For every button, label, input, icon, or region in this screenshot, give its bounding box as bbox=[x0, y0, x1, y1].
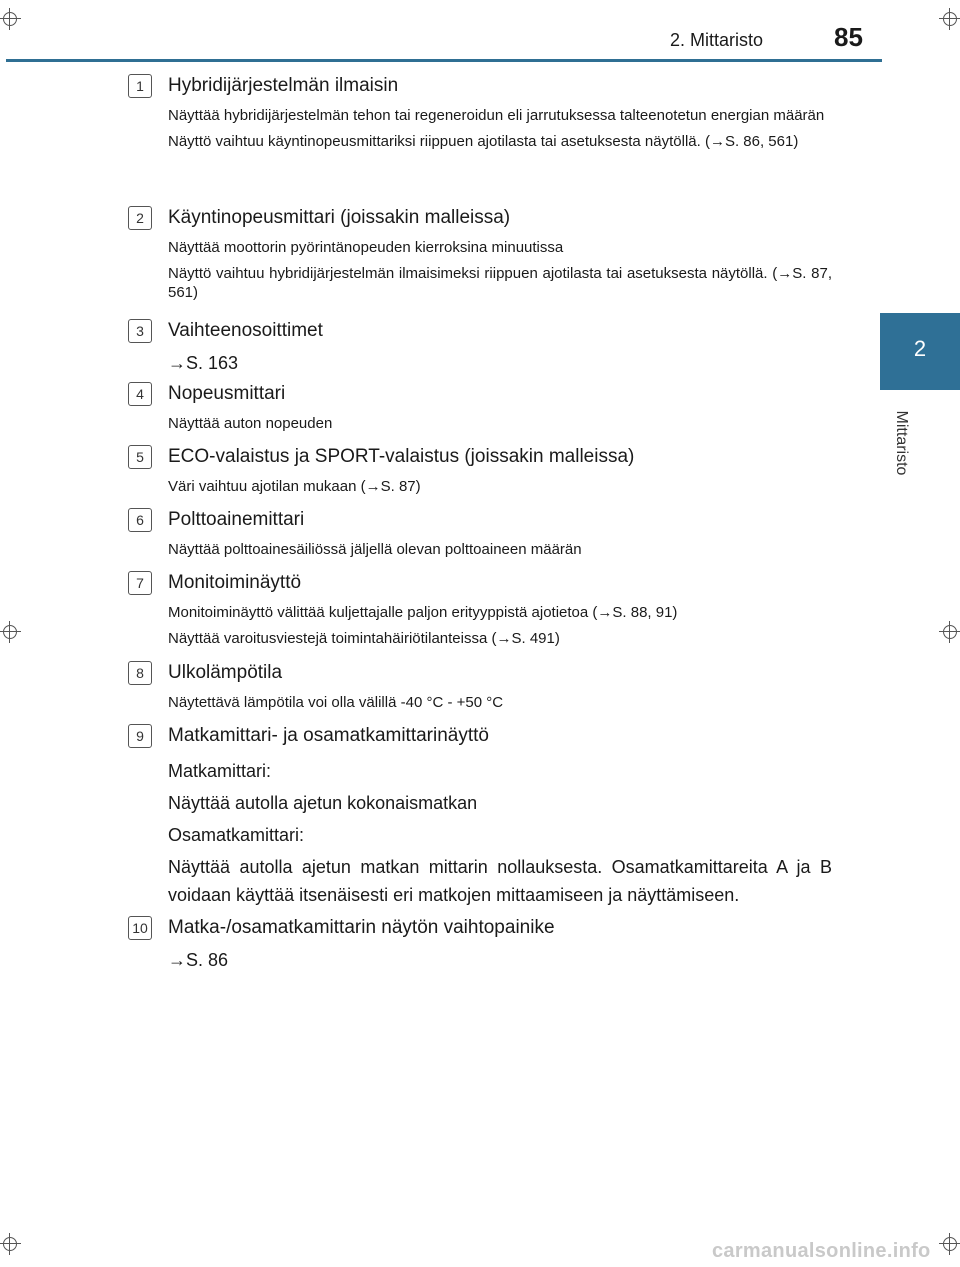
item-text: Näyttö vaihtuu hybridijärjestelmän ilmaisimeksi riippuen ajotilasta tai asetuksesta näytöllä. (→S. 87, 561) bbox=[168, 265, 832, 301]
list-item bbox=[128, 570, 832, 648]
list-item bbox=[128, 205, 832, 302]
header-rule bbox=[6, 59, 882, 62]
item-number-badge: 6 bbox=[128, 508, 152, 532]
chapter-label bbox=[884, 398, 914, 488]
item-text: Näyttää auton nopeuden bbox=[168, 415, 333, 432]
crop-mark-mid-left-icon bbox=[0, 621, 21, 643]
item-title: Matkamittari- ja osamatkamittarinäyttö bbox=[168, 725, 489, 746]
chapter-number: 2 bbox=[913, 336, 927, 361]
item-text: Osamatkamittari: bbox=[168, 825, 305, 845]
item-number-badge: 1 bbox=[128, 74, 152, 98]
item-text: →S. 86 bbox=[168, 950, 229, 970]
list-item bbox=[128, 915, 832, 972]
list-item bbox=[128, 444, 832, 496]
list-item bbox=[128, 507, 832, 559]
item-title: Hybridijärjestelmän ilmaisin bbox=[168, 75, 399, 96]
page-number: 85 bbox=[834, 22, 863, 52]
item-text: Näyttää moottorin pyörintänopeuden kierroksina minuutissa bbox=[168, 239, 564, 256]
item-title: Matka-/osamatkamittarin näytön vaihtopainike bbox=[168, 917, 555, 938]
item-text: Näyttää hybridijärjestelmän tehon tai regeneroidun eli jarrutuksessa talteenotetun energian määrän bbox=[168, 107, 825, 124]
item-title: ECO-valaistus ja SPORT-valaistus (joissakin malleissa) bbox=[168, 446, 635, 467]
item-number-badge: 7 bbox=[128, 571, 152, 595]
list-item bbox=[128, 318, 832, 375]
crop-mark-bottom-left-icon bbox=[0, 1233, 21, 1255]
crop-mark-top-left-icon bbox=[0, 8, 21, 30]
chapter-label-text: Mittaristo bbox=[893, 410, 910, 476]
item-number-badge: 3 bbox=[128, 319, 152, 343]
list-item bbox=[128, 660, 832, 712]
section-title: 2. Mittaristo bbox=[670, 30, 764, 50]
crop-mark-bottom-right-icon bbox=[939, 1233, 960, 1255]
item-title: Ulkolämpötila bbox=[168, 662, 283, 683]
item-title: Polttoainemittari bbox=[168, 509, 305, 530]
item-text: Näyttää autolla ajetun kokonaismatkan bbox=[168, 793, 478, 813]
item-text: Matkamittari: bbox=[168, 761, 272, 781]
item-title: Monitoiminäyttö bbox=[168, 572, 302, 593]
item-title: Nopeusmittari bbox=[168, 383, 286, 404]
item-number-badge: 4 bbox=[128, 382, 152, 406]
item-text: Näyttää autolla ajetun matkan mittarin nollauksesta. Osamatkamittareita A ja B voidaan käyttää itsenäisesti eri matkojen mittaamiseen ja näyttämiseen. bbox=[168, 857, 832, 905]
list-item bbox=[128, 381, 832, 433]
item-title: Vaihteenosoittimet bbox=[168, 320, 323, 341]
item-text: Näyttö vaihtuu käyntinopeusmittariksi riippuen ajotilasta tai asetuksesta näytöllä. (→S. 86, 561) bbox=[168, 133, 799, 150]
watermark: carmanualsonline.info bbox=[712, 1240, 931, 1262]
list-item bbox=[128, 73, 832, 151]
item-number-badge: 10 bbox=[128, 916, 152, 940]
item-number-badge: 9 bbox=[128, 724, 152, 748]
item-text: Näytettävä lämpötila voi olla välillä -40 °C - +50 °C bbox=[168, 694, 504, 711]
crop-mark-mid-right-icon bbox=[939, 621, 960, 643]
item-text: Monitoiminäyttö välittää kuljettajalle paljon erityyppistä ajotietoa (→S. 88, 91) bbox=[168, 604, 678, 621]
item-number-badge: 8 bbox=[128, 661, 152, 685]
chapter-tab bbox=[880, 313, 960, 390]
item-number-badge: 5 bbox=[128, 445, 152, 469]
item-number-badge: 2 bbox=[128, 206, 152, 230]
list-item bbox=[128, 723, 832, 909]
crop-mark-top-right-icon bbox=[939, 8, 960, 30]
item-text: Näyttää polttoainesäiliössä jäljellä olevan polttoaineen määrän bbox=[168, 541, 582, 558]
item-text: →S. 163 bbox=[168, 353, 239, 373]
item-text: Väri vaihtuu ajotilan mukaan (→S. 87) bbox=[168, 478, 421, 495]
item-title: Käyntinopeusmittari (joissakin malleissa) bbox=[168, 207, 511, 228]
item-text: Näyttää varoitusviestejä toimintahäiriötilanteissa (→S. 491) bbox=[168, 630, 560, 647]
